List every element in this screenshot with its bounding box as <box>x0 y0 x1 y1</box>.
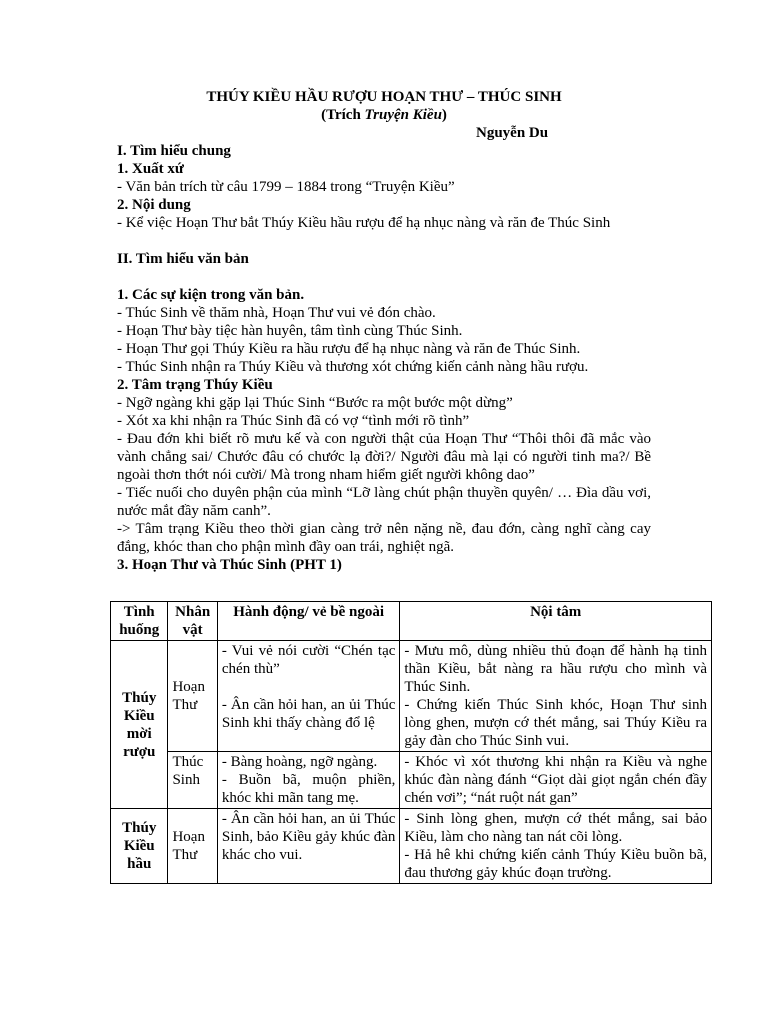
character-cell: Hoạn Thư <box>168 641 217 752</box>
list-item: - Tiếc nuối cho duyên phận của mình “Lỡ làng chút phận thuyền quyên/ … Đìa dầu vơi, nước mắt đầy năm canh”. <box>117 485 651 519</box>
subtitle-prefix: (Trích <box>321 107 365 123</box>
inner-cell <box>400 641 712 752</box>
list-item: - Thúc Sinh nhận ra Thúy Kiều và thương xót chứng kiến cảnh nàng hầu rượu. <box>117 359 589 375</box>
inner-text: - Chứng kiến Thúc Sinh khóc, Hoạn Thư sinh lòng ghen, mượn cớ thét mắng, sai Thúy Kiều ra gảy đàn cho Thúc Sinh vui. <box>404 697 707 749</box>
action-text: - Ân cần hỏi han, an ủi Thúc Sinh khi thấy chàng đổ lệ <box>221 697 396 731</box>
list-item: - Thúc Sinh về thăm nhà, Hoạn Thư vui vẻ đón chào. <box>117 305 436 321</box>
list-item: - Hoạn Thư gọi Thúy Kiều ra hầu rượu để hạ nhục nàng và răn đe Thúc Sinh. <box>117 341 581 357</box>
list-item: - Hoạn Thư bày tiệc hàn huyên, tâm tình cùng Thúc Sinh. <box>117 323 463 339</box>
pht-table <box>110 601 712 884</box>
paragraph: - Kể việc Hoạn Thư bắt Thúy Kiều hầu rượu để hạ nhục nàng và răn đe Thúc Sinh <box>117 215 611 231</box>
subtitle-suffix: ) <box>441 107 447 123</box>
action-cell <box>217 752 400 809</box>
subsection-heading: 1. Các sự kiện trong văn bản. <box>117 287 305 303</box>
situation-cell: Thúy Kiều hầu <box>111 809 168 884</box>
list-item: - Đau đớn khi biết rõ mưu kế và con người thật của Hoạn Thư “Thôi thôi đã mắc vào vành chẳng sai/ Chước đâu có chước lạ đời?/ Người đâu mà lại có người tinh ma?/ Bề ngoài thơn thớt nói cười/ Mà trong nham hiểm giết người không dao” <box>117 431 651 483</box>
inner-cell: - Khóc vì xót thương khi nhận ra Kiều và nghe khúc đàn nàng đánh “Giọt dài giọt ngắn chén đầy chén vơi”; “nát ruột nát gan” <box>400 752 712 809</box>
spacer <box>117 232 651 250</box>
situation-cell: Thúy Kiều mời rượu <box>111 641 168 809</box>
inner-text: - Sinh lòng ghen, mượn cớ thét mắng, sai bảo Kiều, làm cho nàng tan nát cõi lòng. <box>404 811 707 845</box>
table-header-cell: Nội tâm <box>400 602 712 641</box>
table-row <box>111 752 712 809</box>
subsection-heading: 2. Tâm trạng Thúy Kiều <box>117 377 273 393</box>
list-item: - Ngỡ ngàng khi gặp lại Thúc Sinh “Bước ra một bước một dừng” <box>117 395 513 411</box>
section-heading: I. Tìm hiểu chung <box>117 143 231 159</box>
action-text: - Bàng hoàng, ngỡ ngàng. <box>221 754 378 770</box>
spacer <box>117 268 651 286</box>
document-subtitle <box>117 106 651 124</box>
character-cell: Thúc Sinh <box>168 752 217 809</box>
inner-cell <box>400 809 712 884</box>
table-header-row <box>111 602 712 641</box>
table-header-cell: Hành động/ vẻ bề ngoài <box>217 602 400 641</box>
document-title: THÚY KIỀU HẦU RƯỢU HOẠN THƯ – THÚC SINH <box>206 89 562 105</box>
subsection-heading: 2. Nội dung <box>117 197 191 213</box>
table-row <box>111 809 712 884</box>
table-header-cell: Nhân vật <box>168 602 217 641</box>
document-body <box>117 142 651 574</box>
inner-text: - Mưu mô, dùng nhiều thủ đoạn để hành hạ tinh thần Kiều, bắt nàng ra hầu rượu cho mình và Thúc Sinh. <box>404 643 707 695</box>
action-cell <box>217 641 400 752</box>
action-text: - Vui vẻ nói cười “Chén tạc chén thù” <box>221 643 396 677</box>
inner-text: - Hả hê khi chứng kiến cảnh Thúy Kiều buồn bã, đau thương gảy khúc đoạn trường. <box>404 847 707 881</box>
subsection-heading: 1. Xuất xứ <box>117 161 184 177</box>
table-row <box>111 641 712 752</box>
spacer <box>222 678 396 696</box>
subtitle-italic: Truyện Kiều <box>364 107 442 123</box>
paragraph: - Văn bản trích từ câu 1799 – 1884 trong “Truyện Kiều” <box>117 179 455 195</box>
action-cell: - Ân cần hỏi han, an ủi Thúc Sinh, bảo Kiều gảy khúc đàn khác cho vui. <box>217 809 400 884</box>
table-header-cell: Tình huống <box>111 602 168 641</box>
character-cell: Hoạn Thư <box>168 809 217 884</box>
author-name: Nguyễn Du <box>476 125 549 141</box>
action-text: - Buồn bã, muộn phiền, khóc khi mãn tang mẹ. <box>221 772 396 806</box>
subsection-heading: 3. Hoạn Thư và Thúc Sinh (PHT 1) <box>117 557 342 573</box>
list-item: - Xót xa khi nhận ra Thúc Sinh đã có vợ “tình mới rõ tình” <box>117 413 470 429</box>
section-heading: II. Tìm hiểu văn bản <box>117 251 249 267</box>
list-item: -> Tâm trạng Kiều theo thời gian càng trở nên nặng nề, đau đớn, càng nghĩ càng cay đắng, khóc than cho phận mình đầy oan trái, nghiệt ngã. <box>117 521 651 555</box>
